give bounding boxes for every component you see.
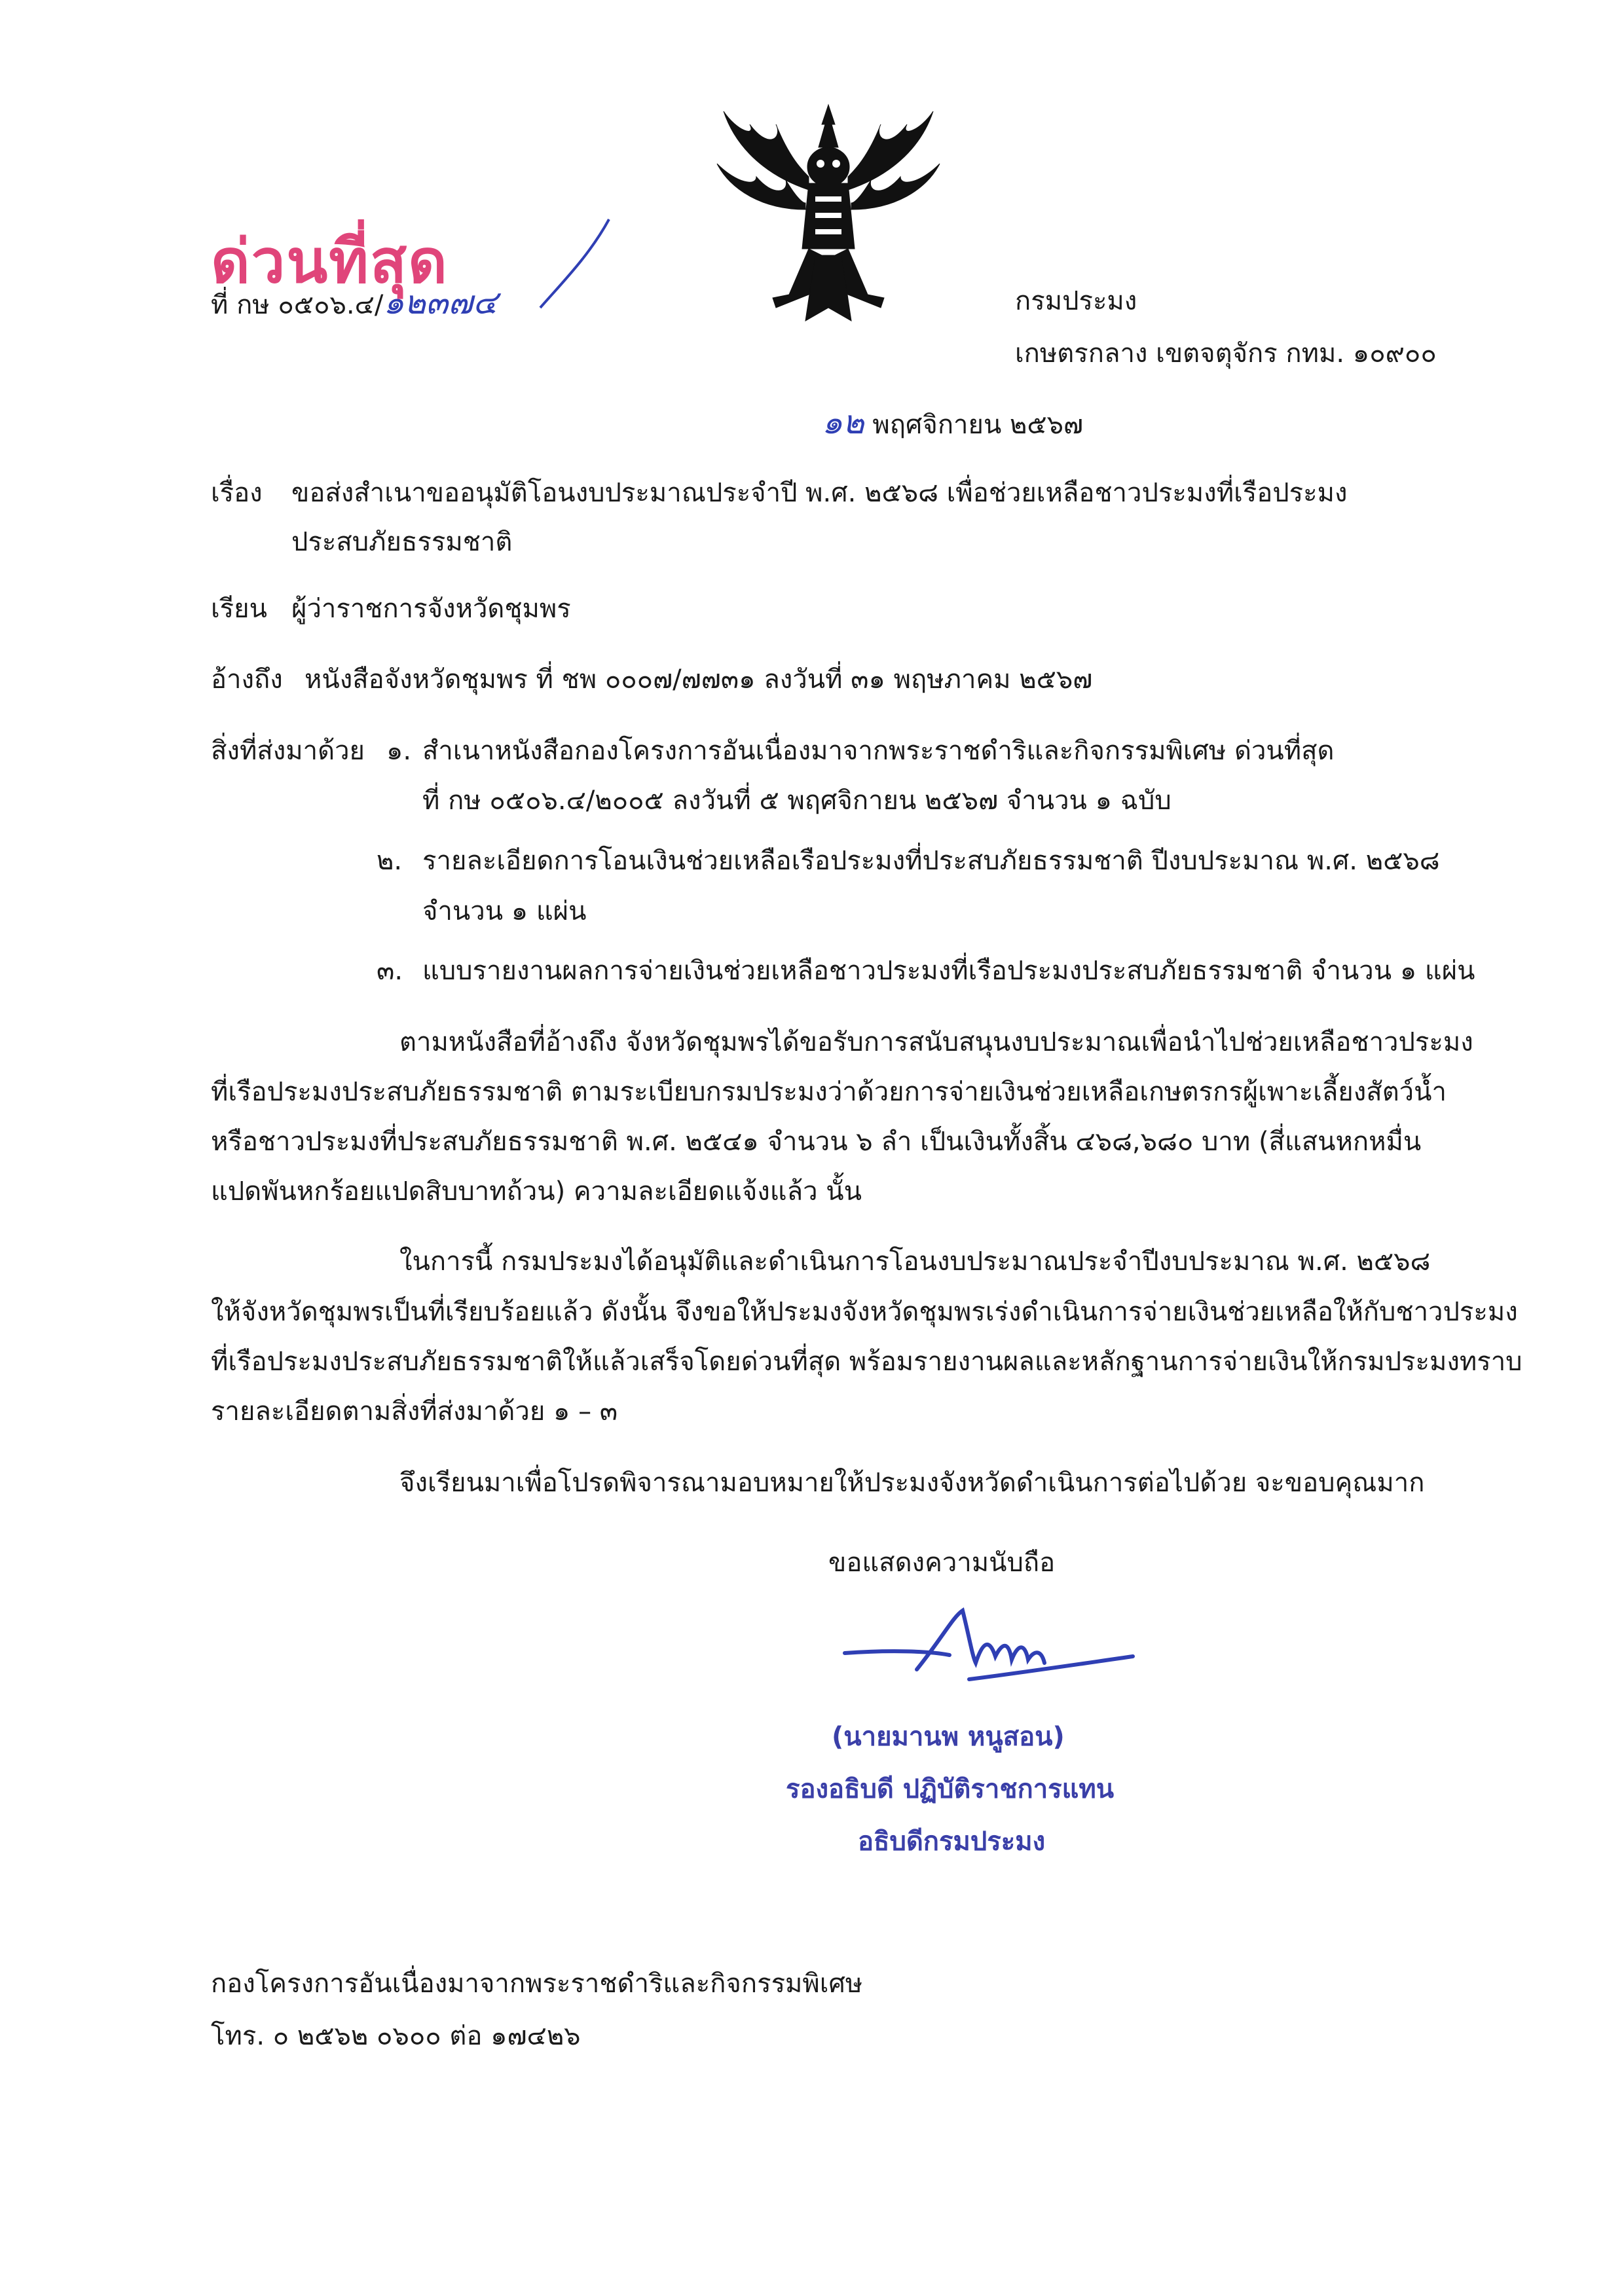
handwriting-flourish — [537, 216, 616, 314]
signatory-position-1: รองอธิบดี ปฏิบัติราชการแทน — [786, 1774, 1115, 1804]
enclosure-2-number: ๒. — [377, 846, 403, 876]
org-name: กรมประมง — [1015, 286, 1137, 316]
enclosure-1-line-1: สำเนาหนังสือกองโครงการอันเนื่องมาจากพระราชดำริและกิจกรรมพิเศษ ด่วนที่สุด — [422, 736, 1335, 766]
enclosure-2-line-1: รายละเอียดการโอนเงินช่วยเหลือเรือประมงที่ประสบภัยธรรมชาติ ปีงบประมาณ พ.ศ. ๒๕๖๘ — [422, 846, 1440, 876]
reference-value: หนังสือจังหวัดชุมพร ที่ ชพ ๐๐๐๗/๗๗๓๑ ลงวันที่ ๓๑ พฤษภาคม ๒๕๖๗ — [304, 665, 1093, 695]
letter-date — [822, 403, 1084, 441]
subject-line-1: ขอส่งสำเนาขออนุมัติโอนงบประมาณประจำปี พ.ศ. ๒๕๖๘ เพื่อช่วยเหลือชาวประมงที่เรือประมง — [291, 478, 1348, 508]
doc-number-handwritten: ๑๒๓๗๔ — [383, 283, 498, 321]
enclosure-3-line-1: แบบรายงานผลการจ่ายเงินช่วยเหลือชาวประมงที่เรือประมงประสบภัยธรรมชาติ จำนวน ๑ แผ่น — [422, 956, 1475, 986]
recipient-value: ผู้ว่าราชการจังหวัดชุมพร — [291, 594, 571, 624]
recipient-label: เรียน — [211, 594, 267, 624]
para2-line-4: รายละเอียดตามสิ่งที่ส่งมาด้วย ๑ – ๓ — [211, 1396, 618, 1427]
para1-line-4: แปดพันหกร้อยแปดสิบบาทถ้วน) ความละเอียดแจ้งแล้ว นั้น — [211, 1176, 862, 1207]
reference-label: อ้างถึง — [211, 665, 283, 695]
salutation: ขอแสดงความนับถือ — [828, 1548, 1056, 1578]
urgency-stamp: ด่วนที่สุด — [211, 227, 449, 297]
signatory-name: (นายมานพ หนูสอน) — [832, 1722, 1065, 1752]
footer-division: กองโครงการอันเนื่องมาจากพระราชดำริและกิจกรรมพิเศษ — [211, 1969, 863, 1999]
handwritten-signature — [838, 1597, 1139, 1702]
date-day-handwritten: ๑๒ — [822, 403, 864, 441]
closing-sentence: จึงเรียนมาเพื่อโปรดพิจารณามอบหมายให้ประมงจังหวัดดำเนินการต่อไปด้วย จะขอบคุณมาก — [399, 1468, 1425, 1498]
para1-line-1: ตามหนังสือที่อ้างถึง จังหวัดชุมพรได้ขอรับการสนับสนุนงบประมาณเพื่อนำไปช่วยเหลือชาวประมง — [399, 1027, 1473, 1057]
para2-line-2: ให้จังหวัดชุมพรเป็นที่เรียบร้อยแล้ว ดังนั้น จึงขอให้ประมงจังหวัดชุมพรเร่งดำเนินการจ่ายเงินช่วยเหลือให้กับชาวประมง — [211, 1297, 1518, 1327]
date-month-year: พฤศจิกายน ๒๕๖๗ — [872, 410, 1084, 440]
footer-phone: โทร. ๐ ๒๕๖๒ ๐๖๐๐ ต่อ ๑๗๔๒๖ — [211, 2021, 581, 2051]
doc-number-row — [211, 283, 498, 321]
para1-line-2: ที่เรือประมงประสบภัยธรรมชาติ ตามระเบียบกรมประมงว่าด้วยการจ่ายเงินช่วยเหลือเกษตรกรผู้เพาะเลี้ยงสัตว์น้ำ — [211, 1077, 1447, 1107]
enclosure-1-number: ๑. — [386, 736, 412, 766]
para2-line-3: ที่เรือประมงประสบภัยธรรมชาติให้แล้วเสร็จโดยด่วนที่สุด พร้อมรายงานผลและหลักฐานการจ่ายเงินให้กรมประมงทราบ — [211, 1347, 1522, 1377]
doc-number-prefix: ที่ กษ ๐๕๐๖.๔/ — [211, 290, 384, 320]
signatory-position-2: อธิบดีกรมประมง — [858, 1827, 1046, 1857]
para1-line-3: หรือชาวประมงที่ประสบภัยธรรมชาติ พ.ศ. ๒๕๔๑ จำนวน ๖ ลำ เป็นเงินทั้งสิ้น ๔๖๘,๖๘๐ บาท (สี่แสนหกหมื่น — [211, 1127, 1422, 1157]
enclosure-3-number: ๓. — [377, 956, 403, 986]
subject-label: เรื่อง — [211, 478, 263, 508]
garuda-emblem — [710, 98, 946, 334]
para2-line-1: ในการนี้ กรมประมงได้อนุมัติและดำเนินการโอนงบประมาณประจำปีงบประมาณ พ.ศ. ๒๕๖๘ — [399, 1247, 1431, 1277]
enclosures-label: สิ่งที่ส่งมาด้วย — [211, 736, 365, 766]
enclosure-1-line-2: ที่ กษ ๐๕๐๖.๔/๒๐๐๕ ลงวันที่ ๕ พฤศจิกายน ๒๕๖๗ จำนวน ๑ ฉบับ — [422, 786, 1172, 816]
subject-line-2: ประสบภัยธรรมชาติ — [291, 527, 513, 557]
org-address: เกษตรกลาง เขตจตุจักร กทม. ๑๐๙๐๐ — [1015, 338, 1437, 369]
enclosure-2-line-2: จำนวน ๑ แผ่น — [422, 896, 587, 926]
